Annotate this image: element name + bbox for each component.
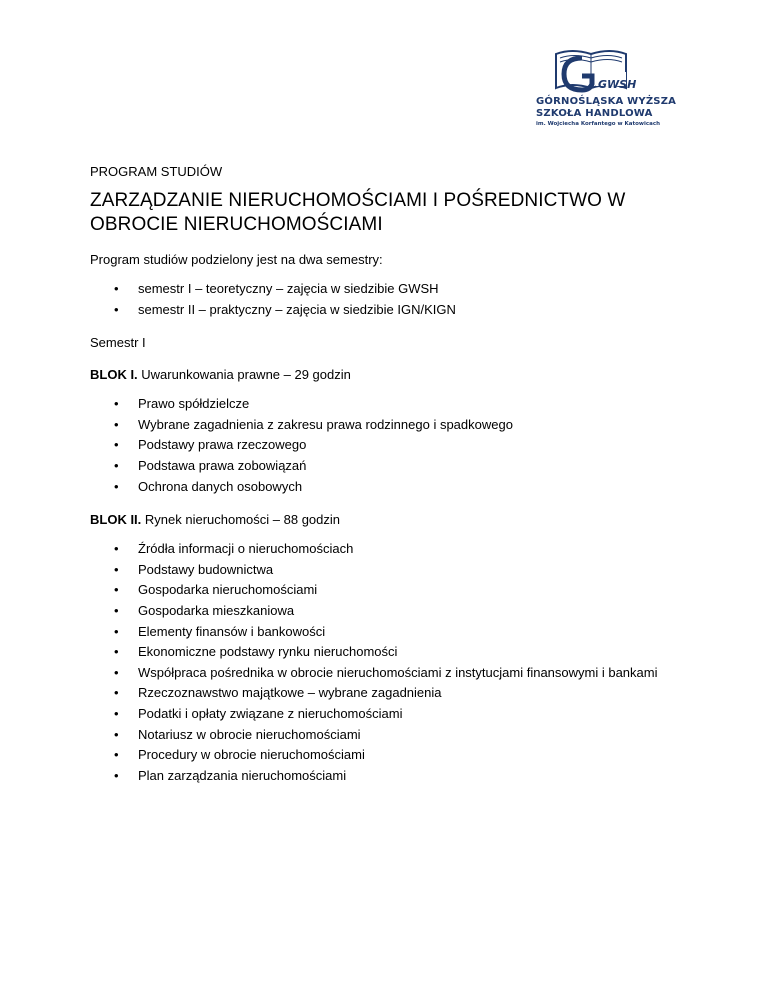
list-item: • Ekonomiczne podstawy rynku nieruchomości [90,642,680,663]
block-title: Uwarunkowania prawne – 29 godzin [137,367,351,383]
list-item: • Ochrona danych osobowych [90,477,680,498]
logo-line-3: im. Wojciecha Korfantego w Katowicach [536,121,660,127]
logo-line-2: SZKOŁA HANDLOWA [536,108,653,119]
gwsh-logo [536,44,677,136]
list-item: • Współpraca pośrednika w obrocie nieruchomościami z instytucjami finansowymi i bankami [90,663,680,684]
list-item: • Gospodarka mieszkaniowa [90,601,680,622]
logo-mark-text: GWSH [598,78,637,91]
list-item: • semestr II – praktyczny – zajęcia w siedzibie IGN/KIGN [90,300,680,321]
list-item: • Elementy finansów i bankowości [90,622,680,643]
list-item: • Wybrane zagadnienia z zakresu prawa rodzinnego i spadkowego [90,415,680,436]
logo-line-1: GÓRNOŚLĄSKA WYŻSZA [536,96,677,107]
list-item: • Prawo spółdzielcze [90,394,680,415]
list-item: • Źródła informacji o nieruchomościach [90,539,680,560]
list-item: • Notariusz w obrocie nieruchomościami [90,725,680,746]
list-item: • Plan zarządzania nieruchomościami [90,766,680,787]
list-item: • Rzeczoznawstwo majątkowe – wybrane zagadnienia [90,683,680,704]
semester-heading: Semestr I [90,335,146,351]
block-1-list [90,394,680,497]
block-heading-2 [90,511,680,529]
semester-list [90,279,680,320]
intro-text: Program studiów podzielony jest na dwa semestry: [90,252,383,267]
list-item: • Podatki i opłaty związane z nieruchomościami [90,704,680,725]
kicker: PROGRAM STUDIÓW [90,164,223,179]
list-item: • Podstawa prawa zobowiązań [90,456,680,477]
block-title: Rynek nieruchomości – 88 godzin [141,512,341,528]
list-item: • Gospodarka nieruchomościami [90,580,680,601]
block-label: BLOK II. [90,512,142,528]
page-title: ZARZĄDZANIE NIERUCHOMOŚCIAMI I POŚREDNICTWO W OBROCIE NIERUCHOMOŚCIAMI [90,190,626,235]
list-item: • Procedury w obrocie nieruchomościami [90,745,680,766]
block-heading-1 [90,366,680,384]
list-item: • Podstawy prawa rzeczowego [90,435,680,456]
list-item: • Podstawy budownictwa [90,560,680,581]
document-body [90,163,680,786]
block-label: BLOK I. [90,367,138,383]
block-2-list [90,539,680,786]
list-item: • semestr I – teoretyczny – zajęcia w siedzibie GWSH [90,279,680,300]
